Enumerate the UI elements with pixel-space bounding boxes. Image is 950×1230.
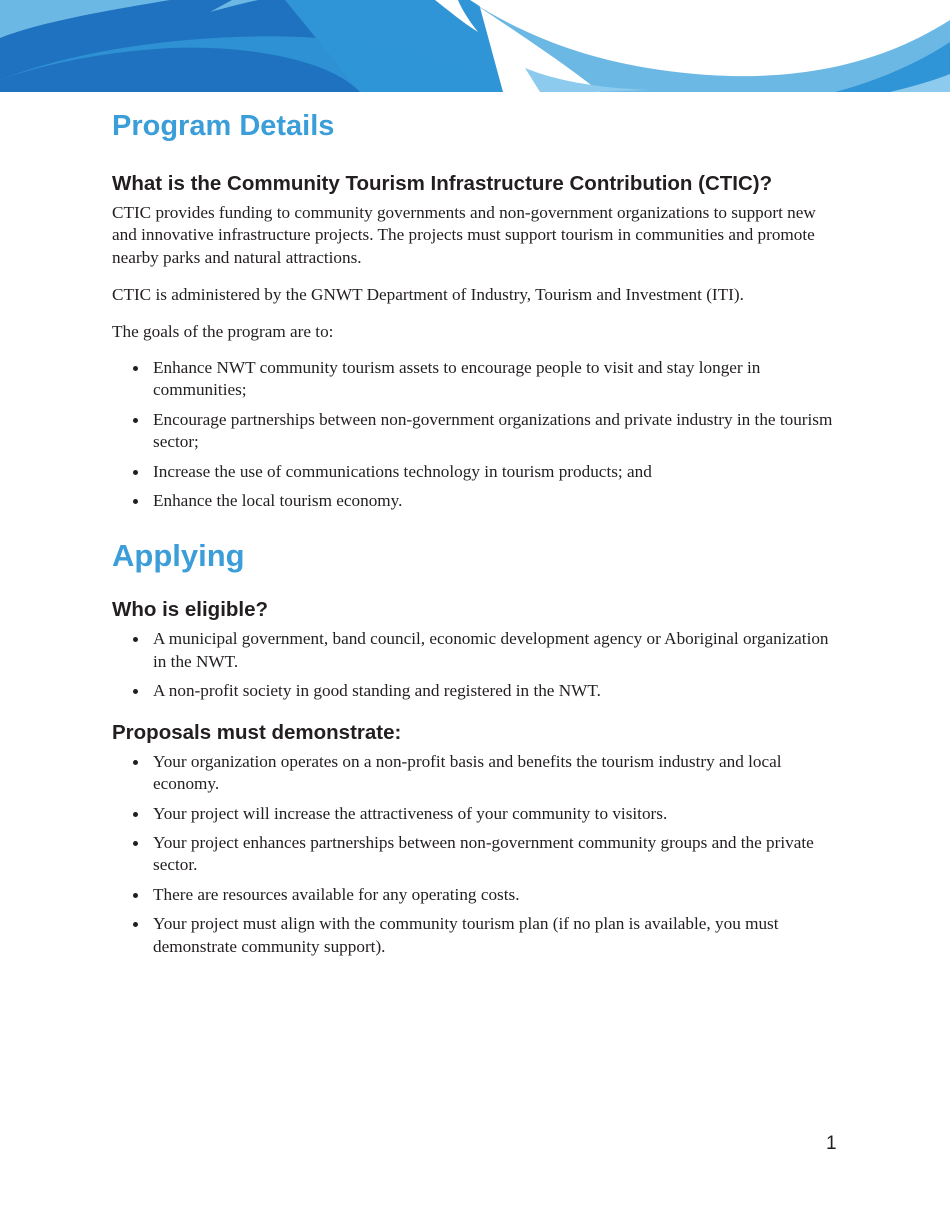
ctic-description-paragraph: CTIC provides funding to community governments and non-government organizations to support new and innovative infrastructure projects. The projects must support tourism in communities and promote nearby parks and natural attractions. (112, 203, 816, 267)
bullet-icon (133, 760, 138, 765)
list-item: Your organization operates on a non-profit basis and benefits the tourism industry and local economy. (112, 751, 842, 796)
eligibility-list (112, 628, 842, 702)
bullet-icon (133, 812, 138, 817)
list-item: A municipal government, band council, economic development agency or Aboriginal organization in the NWT. (112, 628, 842, 673)
list-item: A non-profit society in good standing and registered in the NWT. (112, 680, 842, 702)
bullet-icon (133, 470, 138, 475)
bullet-icon (133, 366, 138, 371)
list-item: There are resources available for any operating costs. (112, 884, 842, 906)
proposals-heading: Proposals must demonstrate: (112, 720, 402, 744)
list-item: Your project must align with the community tourism plan (if no plan is available, you must demonstrate community support). (112, 913, 842, 958)
ctic-administration-paragraph: CTIC is administered by the GNWT Department of Industry, Tourism and Investment (ITI). (112, 285, 744, 305)
proposals-list (112, 751, 842, 958)
list-item: Encourage partnerships between non-government organizations and private industry in the tourism sector; (112, 409, 842, 454)
program-details-title: Program Details (112, 110, 335, 142)
applying-title: Applying (112, 538, 245, 574)
page-content (112, 106, 842, 958)
goals-list (112, 357, 842, 512)
goals-intro-paragraph: The goals of the program are to: (112, 321, 334, 341)
eligibility-heading: Who is eligible? (112, 598, 269, 622)
bullet-icon (133, 893, 138, 898)
page-number: 1 (826, 1133, 837, 1154)
bullet-icon (133, 499, 138, 504)
list-item: Your project enhances partnerships between non-government community groups and the private sector. (112, 832, 842, 877)
bullet-icon (133, 689, 138, 694)
bullet-icon (133, 418, 138, 423)
list-item: Enhance NWT community tourism assets to encourage people to visit and stay longer in communities; (112, 357, 842, 402)
list-item: Your project will increase the attractiveness of your community to visitors. (112, 803, 842, 825)
bullet-icon (133, 637, 138, 642)
ctic-question-heading: What is the Community Tourism Infrastructure Contribution (CTIC)? (112, 172, 773, 195)
bullet-icon (133, 841, 138, 846)
list-item: Increase the use of communications technology in tourism products; and (112, 461, 842, 483)
list-item: Enhance the local tourism economy. (112, 490, 842, 512)
bullet-icon (133, 922, 138, 927)
header-wave-banner (0, 0, 950, 95)
